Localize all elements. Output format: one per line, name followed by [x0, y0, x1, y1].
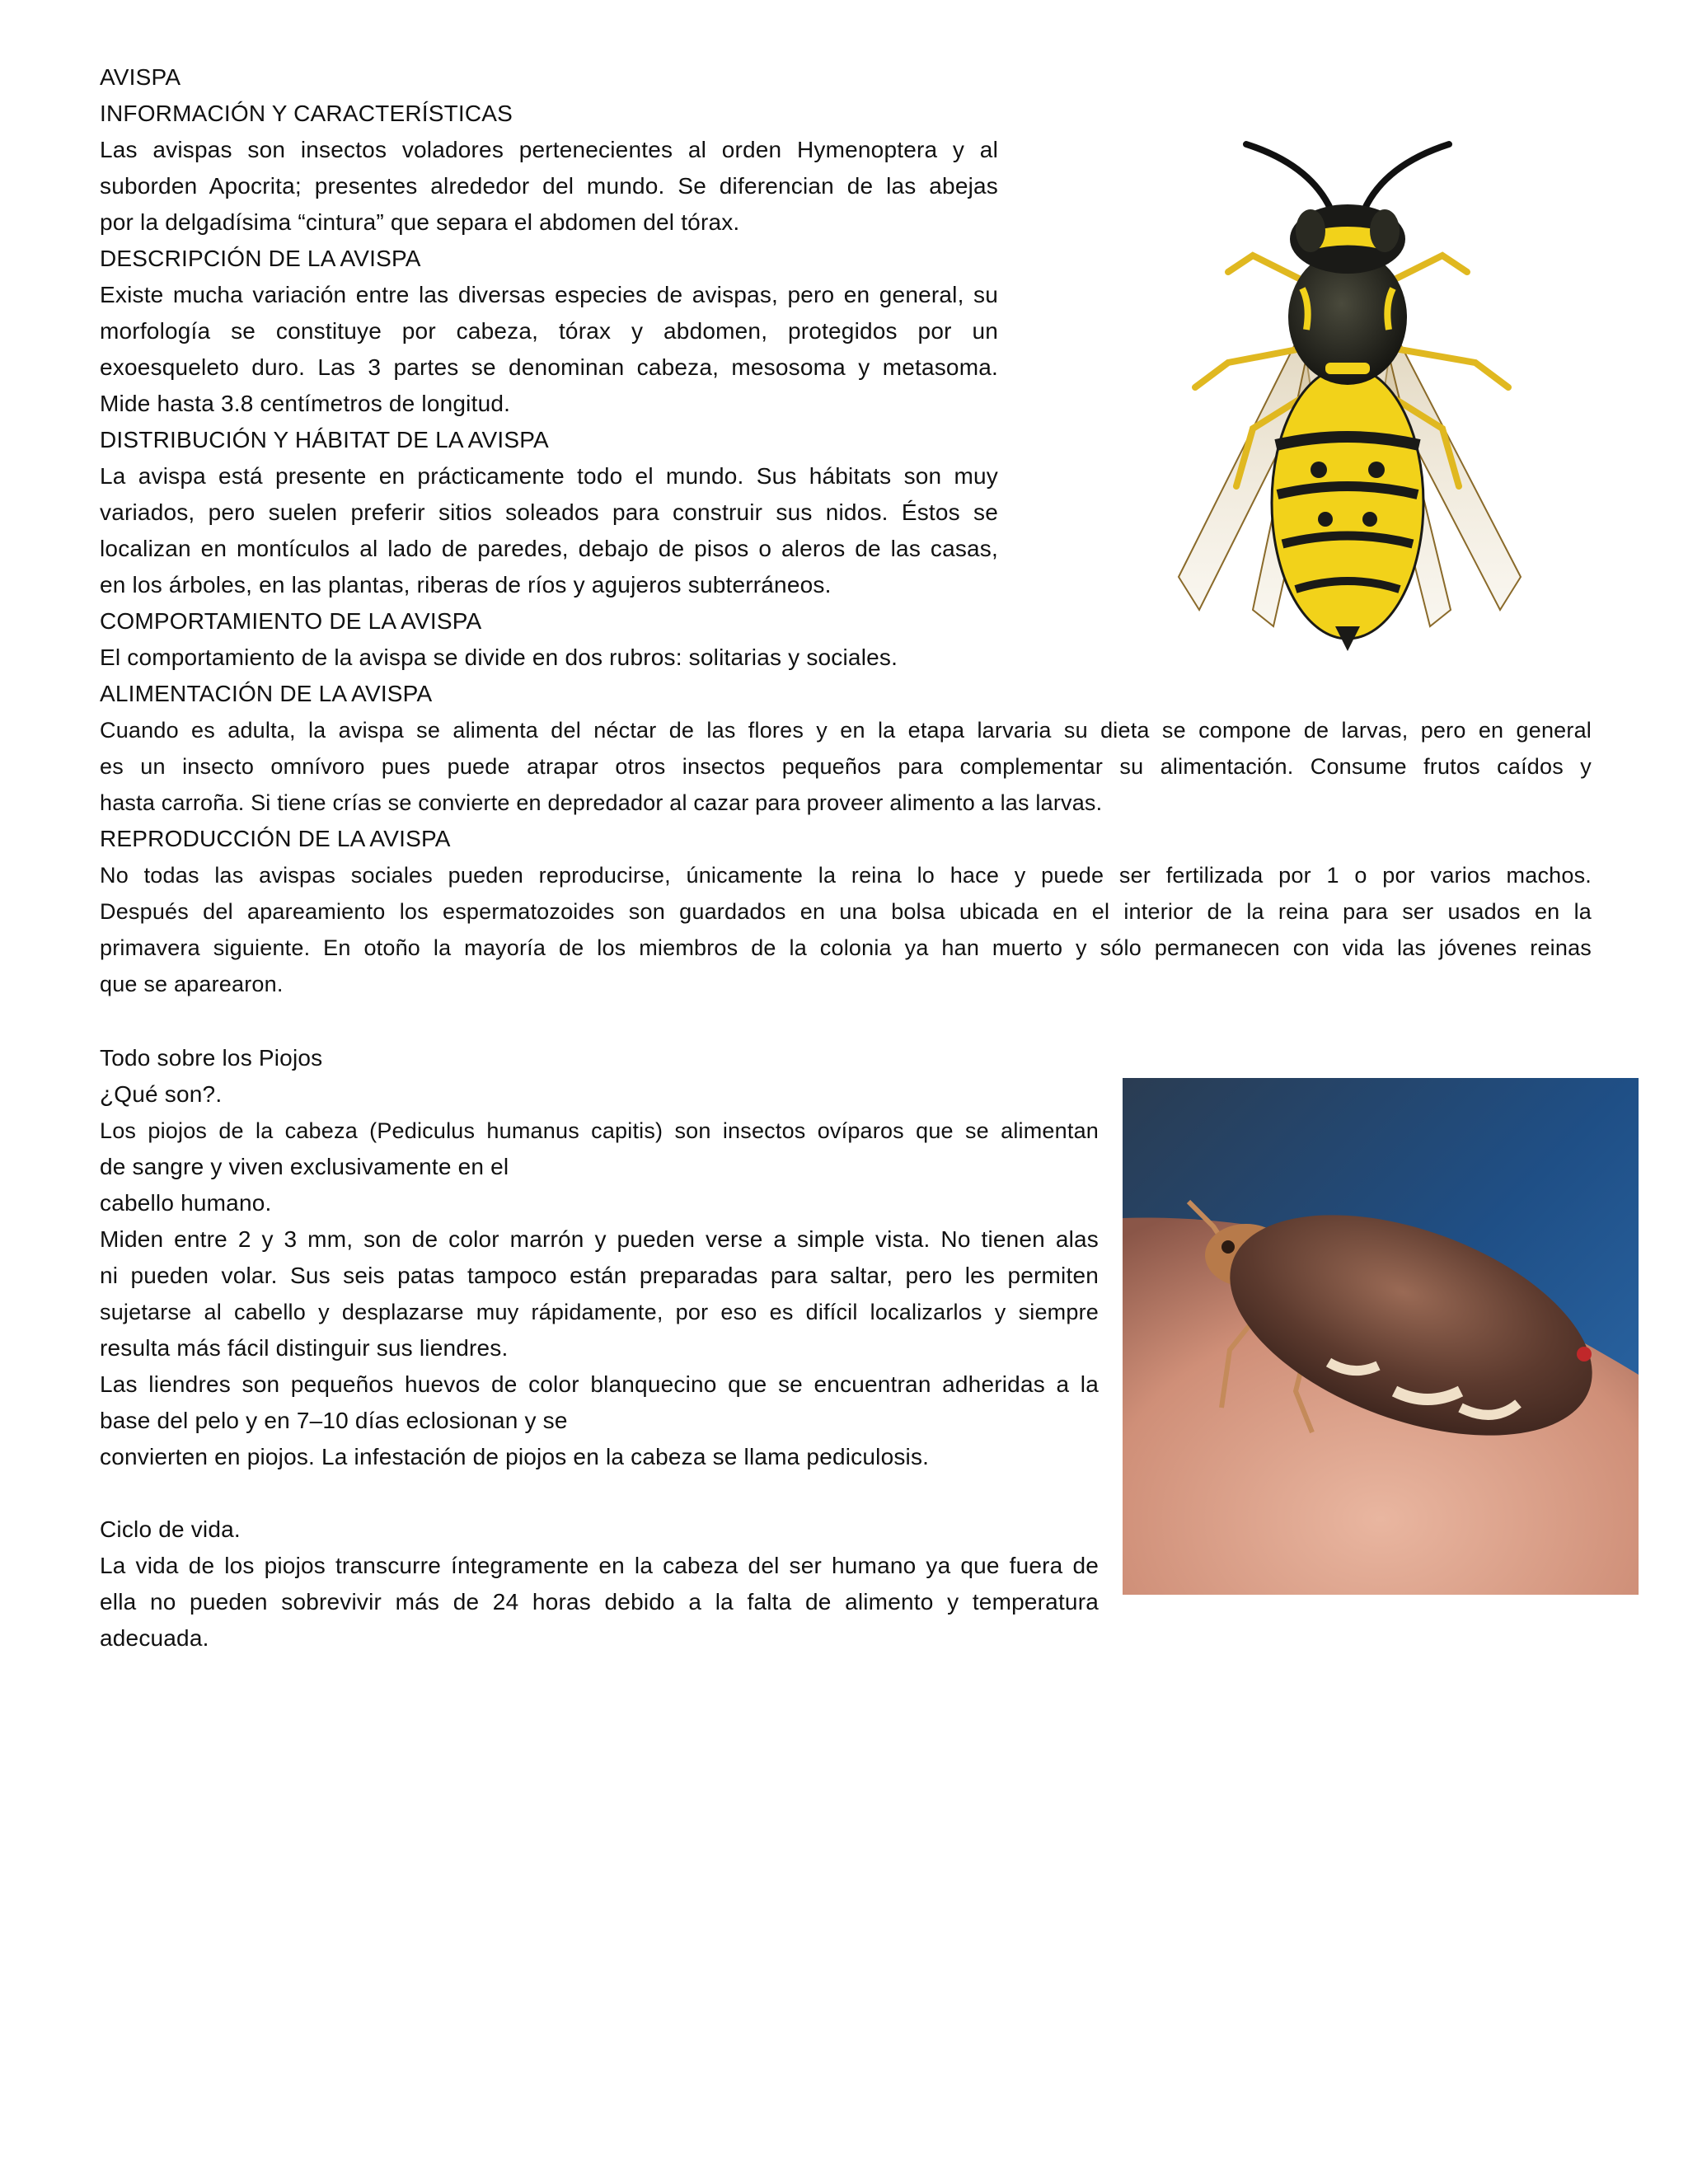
paragraph-line: variados, pero suelen preferir sitios soleados para construir sus nidos. Éstos se: [100, 499, 998, 525]
paragraph-line: La avispa está presente en prácticamente todo el mundo. Sus hábitats son muy: [100, 463, 998, 489]
paragraph-line: convierten en piojos. La infestación de piojos en la cabeza se llama pediculosis.: [100, 1444, 930, 1469]
heading-distribucion: DISTRIBUCIÓN Y HÁBITAT DE LA AVISPA: [100, 427, 549, 452]
paragraph-line: Las avispas son insectos voladores pertenecientes al orden Hymenoptera y al: [100, 137, 998, 162]
paragraph-line: sujetarse al cabello y desplazarse muy rápidamente, por eso es difícil localizarlos y siempre: [100, 1300, 1099, 1324]
paragraph-line: cabello humano.: [100, 1190, 272, 1216]
lifecycle-title: Ciclo de vida.: [100, 1516, 241, 1542]
paragraph-line: El comportamiento de la avispa se divide en dos rubros: solitarias y sociales.: [100, 644, 898, 670]
paragraph-line: ni pueden volar. Sus seis patas tampoco están preparadas para saltar, pero les permiten: [100, 1263, 1099, 1288]
paragraph-line: La vida de los piojos transcurre íntegramente en la cabeza del ser humano ya que fuera de: [100, 1553, 1099, 1578]
louse-image: [1123, 1078, 1639, 1595]
paragraph-line: en los árboles, en las plantas, riberas de ríos y agujeros subterráneos.: [100, 572, 832, 598]
heading-reproduccion: REPRODUCCIÓN DE LA AVISPA: [100, 826, 451, 851]
paragraph-line: de sangre y viven exclusivamente en el: [100, 1154, 509, 1179]
paragraph-line: ella no pueden sobrevivir más de 24 horas debido a la falta de alimento y temperatura: [100, 1589, 1099, 1615]
paragraph-line: Después del apareamiento los espermatozoides son guardados en una bolsa ubicada en el interior de la reina para ser usados en la: [100, 899, 1592, 924]
paragraph-line: morfología se constituye por cabeza, tórax y abdomen, protegidos por un: [100, 318, 998, 344]
lice-question: ¿Qué son?.: [100, 1081, 223, 1107]
heading-descripcion: DESCRIPCIÓN DE LA AVISPA: [100, 246, 421, 271]
heading-informacion: INFORMACIÓN Y CARACTERÍSTICAS: [100, 101, 513, 126]
paragraph-line: que se aparearon.: [100, 972, 284, 996]
paragraph-line: suborden Apocrita; presentes alrededor del mundo. Se diferencian de las abejas: [100, 173, 998, 199]
wasp-title: AVISPA: [100, 64, 181, 90]
paragraph-line: es un insecto omnívoro pues puede atrapar otros insectos pequeños para complementar su alimentación. Consume frutos caídos y: [100, 754, 1592, 779]
paragraph-line: Los piojos de la cabeza (Pediculus humanus capitis) son insectos ovíparos que se alimentan: [100, 1118, 1099, 1143]
paragraph-line: Las liendres son pequeños huevos de color blanquecino que se encuentran adheridas a la: [100, 1371, 1099, 1397]
heading-alimentacion: ALIMENTACIÓN DE LA AVISPA: [100, 681, 433, 706]
paragraph-line: No todas las avispas sociales pueden reproducirse, únicamente la reina lo hace y puede ser fertilizada por 1 o por varios machos.: [100, 863, 1592, 888]
paragraph-line: adecuada.: [100, 1625, 209, 1651]
paragraph-line: localizan en montículos al lado de paredes, debajo de pisos o aleros de las casas,: [100, 536, 998, 561]
heading-comportamiento: COMPORTAMIENTO DE LA AVISPA: [100, 608, 482, 634]
lice-title: Todo sobre los Piojos: [100, 1045, 323, 1071]
paragraph-line: por la delgadísima “cintura” que separa el abdomen del tórax.: [100, 209, 740, 235]
paragraph-line: Mide hasta 3.8 centímetros de longitud.: [100, 391, 511, 416]
paragraph-line: Cuando es adulta, la avispa se alimenta del néctar de las flores y en la etapa larvaria su dieta se compone de larvas, pero en general: [100, 718, 1592, 743]
paragraph-line: resulta más fácil distinguir sus liendres.: [100, 1335, 509, 1361]
paragraph-line: Existe mucha variación entre las diversas especies de avispas, pero en general, su: [100, 282, 998, 307]
wasp-image: [1063, 115, 1632, 676]
paragraph-line: hasta carroña. Si tiene crías se convierte en depredador al cazar para proveer alimento a las larvas.: [100, 790, 1103, 815]
paragraph-line: exoesqueleto duro. Las 3 partes se denominan cabeza, mesosoma y metasoma.: [100, 354, 998, 380]
paragraph-line: Miden entre 2 y 3 mm, son de color marrón y pueden verse a simple vista. No tienen alas: [100, 1226, 1099, 1252]
paragraph-line: base del pelo y en 7–10 días eclosionan y se: [100, 1408, 568, 1433]
paragraph-line: primavera siguiente. En otoño la mayoría de los miembros de la colonia ya han muerto y sólo permanecen con vida las jóvenes reinas: [100, 935, 1592, 960]
